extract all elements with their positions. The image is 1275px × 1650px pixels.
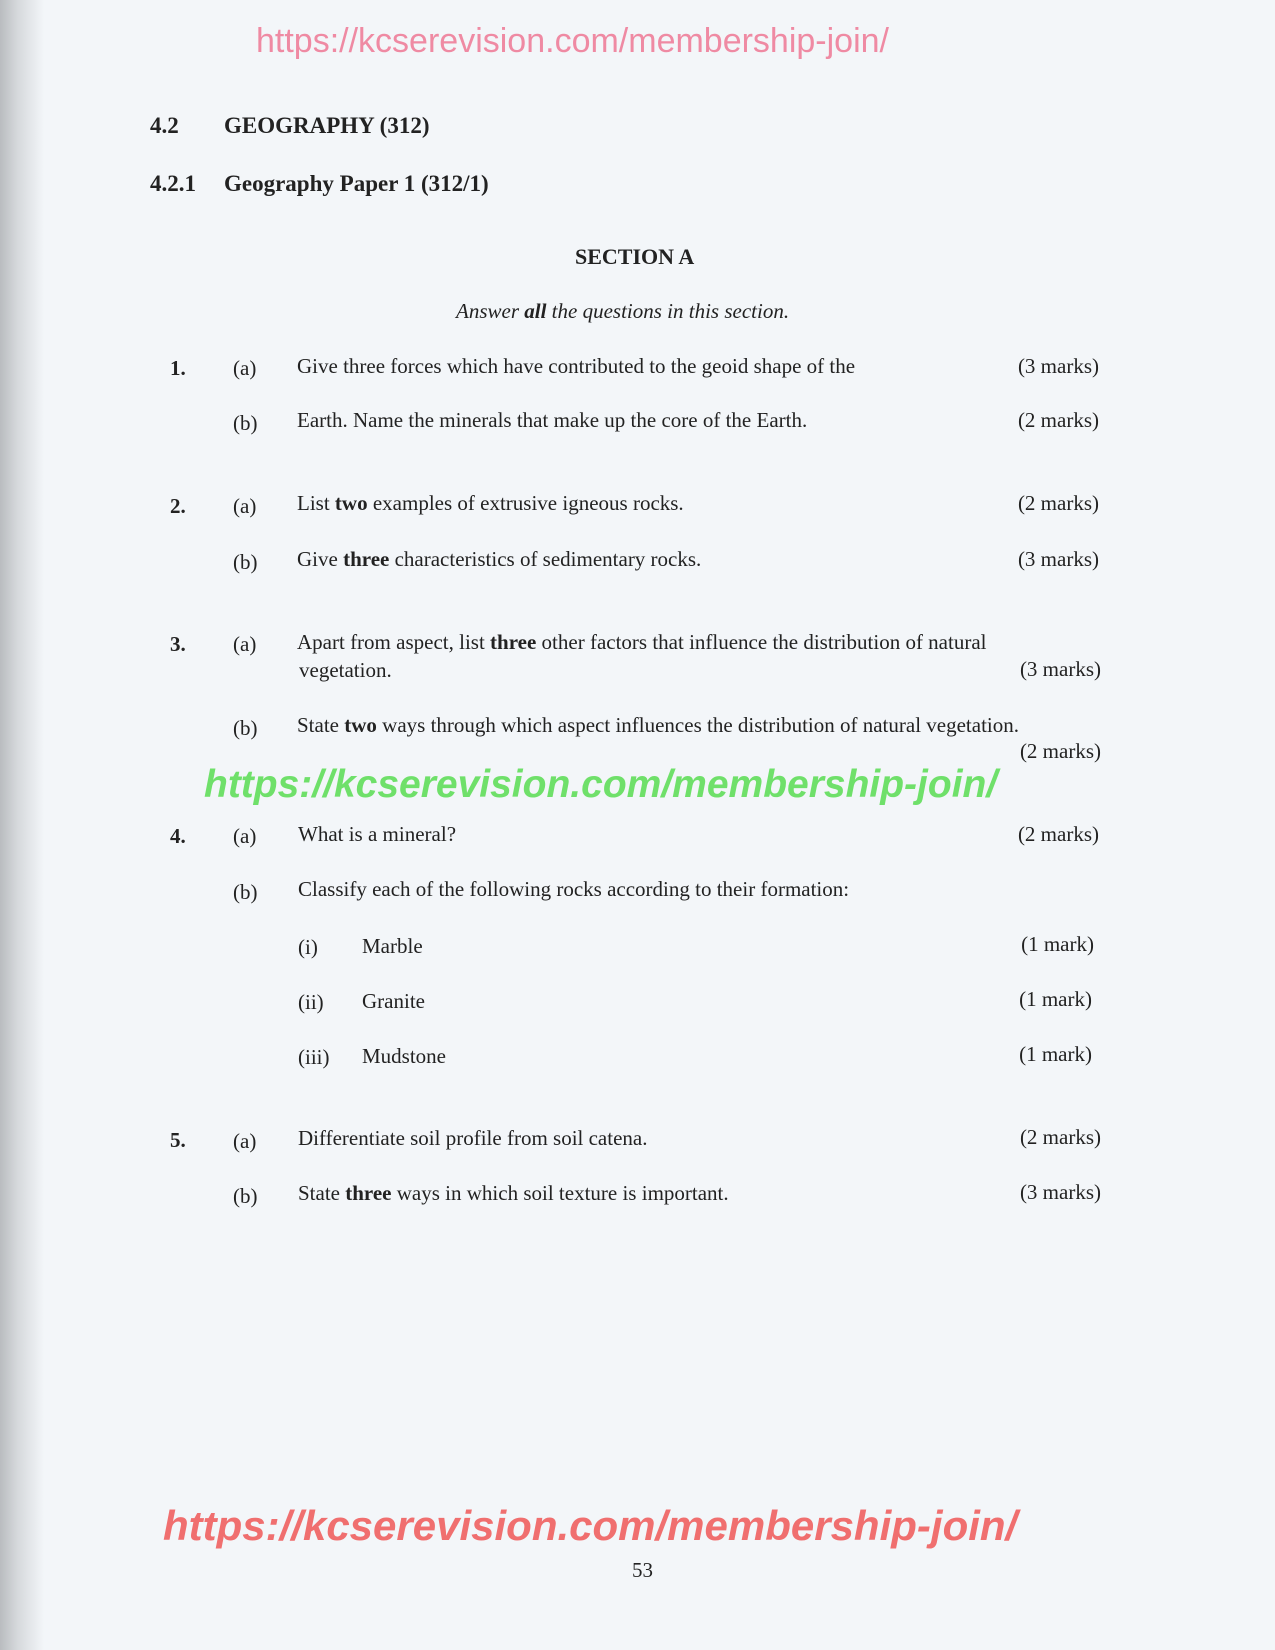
question-3b-marks: (2 marks) — [1019, 739, 1101, 763]
question-1b-text: Earth. Name the minerals that make up the core of the Earth. — [297, 408, 808, 432]
question-4a-text: What is a mineral? — [298, 822, 457, 846]
section-title: GEOGRAPHY (312) — [224, 113, 430, 138]
question-5b-label: (b) — [233, 1184, 258, 1208]
section-instruction: Answer all the questions in this section. — [456, 299, 790, 323]
question-4a-marks: (2 marks) — [1017, 822, 1099, 846]
question-4b-label: (b) — [233, 880, 258, 904]
question-4b-i-marks: (1 mark) — [1021, 932, 1094, 956]
subsection-title: Geography Paper 1 (312/1) — [224, 171, 489, 196]
subsection-number: 4.2.1 — [150, 171, 196, 196]
question-4b-ii-marks: (1 mark) — [1019, 987, 1092, 1011]
question-4-number: 4. — [170, 824, 186, 848]
question-5a-text: Differentiate soil profile from soil catena. — [298, 1126, 648, 1150]
question-5b-text: State three ways in which soil texture is important. — [298, 1181, 729, 1205]
page-number: 53 — [632, 1558, 653, 1582]
question-2a-marks: (2 marks) — [1017, 491, 1099, 515]
question-5b-marks: (3 marks) — [1019, 1180, 1101, 1204]
question-2-number: 2. — [170, 494, 186, 518]
question-3-number: 3. — [170, 632, 186, 656]
question-2a-text: List two examples of extrusive igneous rocks. — [297, 491, 684, 515]
question-3a-label: (a) — [233, 632, 257, 656]
question-1a-text: Give three forces which have contributed to the geoid shape of the — [297, 354, 856, 378]
page-binding-shadow — [0, 0, 44, 1650]
question-5a-marks: (2 marks) — [1019, 1125, 1101, 1149]
question-4b-ii-text: Granite — [362, 989, 425, 1013]
question-4b-i-label: (i) — [298, 935, 318, 959]
question-4b-i-text: Marble — [362, 934, 423, 958]
question-3a-marks: (3 marks) — [1019, 657, 1101, 681]
question-4b-text: Classify each of the following rocks according to their formation: — [298, 877, 850, 901]
question-2b-label: (b) — [233, 550, 258, 574]
question-3a-text: Apart from aspect, list three other factors that influence the distribution of natural — [297, 630, 987, 654]
question-2b-marks: (3 marks) — [1017, 547, 1099, 571]
question-5a-label: (a) — [233, 1129, 257, 1153]
section-a-title: SECTION A — [575, 244, 695, 269]
question-2b-text: Give three characteristics of sedimentary rocks. — [297, 547, 702, 571]
watermark-top-link[interactable]: https://kcserevision.com/membership-join/ — [256, 22, 890, 60]
question-1a-marks: (3 marks) — [1017, 354, 1099, 378]
question-4b-iii-text: Mudstone — [362, 1044, 446, 1068]
question-4b-iii-label: (iii) — [298, 1045, 330, 1069]
question-3b-text: State two ways through which aspect influences the distribution of natural vegetation. — [297, 713, 1020, 737]
question-4b-ii-label: (ii) — [298, 990, 324, 1014]
question-4b-iii-marks: (1 mark) — [1019, 1042, 1092, 1066]
question-1-number: 1. — [170, 356, 186, 380]
question-1b-label: (b) — [233, 411, 258, 435]
question-2a-label: (a) — [233, 494, 257, 518]
question-3a-text-line2: vegetation. — [299, 658, 392, 682]
question-4a-label: (a) — [233, 824, 257, 848]
watermark-bottom-link[interactable]: https://kcserevision.com/membership-join/ — [163, 1502, 1018, 1549]
question-3b-label: (b) — [233, 716, 258, 740]
question-1a-label: (a) — [233, 356, 257, 380]
watermark-middle-link[interactable]: https://kcserevision.com/membership-join/ — [204, 763, 998, 806]
question-5-number: 5. — [170, 1128, 186, 1152]
question-1b-marks: (2 marks) — [1017, 408, 1099, 432]
section-number: 4.2 — [150, 113, 179, 138]
